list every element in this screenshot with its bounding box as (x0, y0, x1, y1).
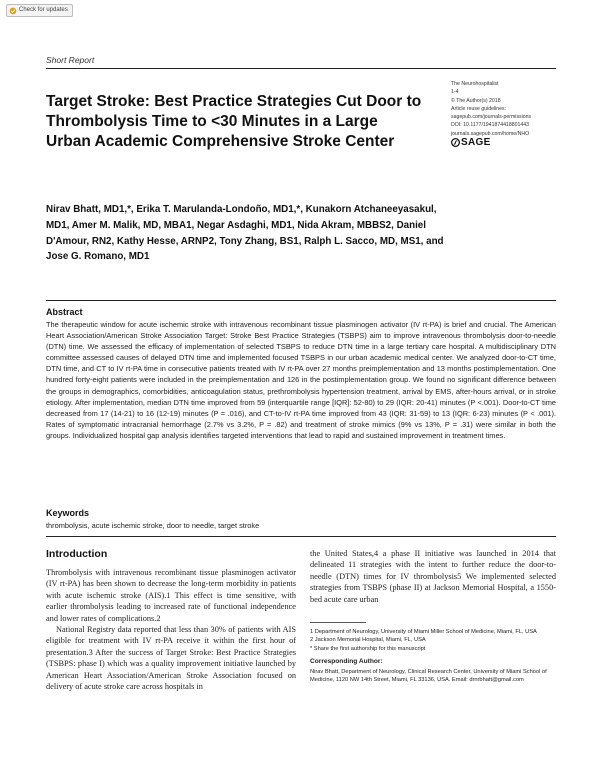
author-list: Nirav Bhatt, MD1,*, Erika T. Marulanda-Londoño, MD1,*, Kunakorn Atchaneeyasakul, MD1, Amer M. Malik, MD, MBA1, Negar Asdaghi, MD1, Nida Akram, MBBS2, Daniel D'Amour, RN2, Kathy Hesse, ARNP2, Tony Zhang, BS1, Ralph L. Sacco, MD, MS1, and Jose G. Romano, MD1 (46, 204, 444, 263)
journal-home-link[interactable]: journals.sagepub.com/home/NHO (451, 130, 530, 137)
check-for-updates-label: Check for updates (19, 7, 68, 13)
affiliation-1: 1 Department of Neurology, University of Miami Miller School of Medicine, Miami, FL, USA (310, 629, 537, 635)
abstract-text: The therapeutic window for acute ischemic stroke with intravenous recombinant tissue plasminogen activator (IV rt-PA) is brief and crucial. The American Heart Association/American Stroke Association Target: Stroke Best Practice Strategies (TSBPS) aim to improve intravenous thrombolysis door-to-needle (DTN) time. We assessed the efficacy of implementation of selected TSBPS to reduce DTN time in a large tertiary care hospital. A multidisciplinary DTN committee assessed causes of delayed DTN time and implemented focused TSBPS in our urban academic medical center. We analyzed door-to-CT time, DTN time, and CT to IV rt-PA time in consecutive patients treated with IV rt-PA over 27 months preimplementation and 13 months postimplementation. One hundred forty-eight patients were included in the preimplementation and 126 in the postimplementation group. We found no significant difference between the groups in demographics, comorbidities, anticoagulation status, prethrombolysis hypertension treatment, arrival by EMS, after-hours arrival, or in stroke etiology. After implementation, median DTN time improved from 59 (interquartile range [IQR]: 52-80) to 29 (IQR: 20-41) minutes (P <.001). Door-to-CT time decreased from 17 (14-21) to 16 (12-19) minutes (P = .016), and CT-to-IV rt-PA time improved from 43 (IQR: 31-59) to 13 (IQR: 6-23) minutes (P < .001). Rates of symptomatic intracranial hemorrhage (2.7% vs 3.2%, P = .82) and treatment of stroke mimics (9% vs 13%, P = .31) were similar in both the groups. Individualized hospital gap analysis identifies targeted interventions that lead to rapid and sustained improvement in treatment times. (46, 320, 556, 440)
sage-logo-icon (451, 138, 460, 147)
abstract-rule (46, 300, 556, 301)
keywords-section (46, 508, 556, 531)
shared-authorship-note: * Share the first authorship for this manuscript (310, 645, 426, 652)
intro-paragraph-1: Thrombolysis with intravenous recombinant tissue plasminogen activator (IV rt-PA) has been shown to decrease the long-term morbidity in patients with acute ischemic stroke (AIS).1 This effect is time sensitive, with earlier thrombolysis leading to increased rate of functional independence and lower rates of complications.2 (46, 568, 296, 623)
keywords-text: thrombolysis, acute ischemic stroke, door to needle, target stroke (46, 521, 260, 530)
abstract-heading: Abstract (46, 307, 83, 317)
article-title: Target Stroke: Best Practice Strategies Cut Door to Thrombolysis Time to <30 Minutes in a Large Urban Academic Comprehensive Stroke Center (46, 93, 422, 150)
doi[interactable]: DOI: 10.1177/1941874418801443 (451, 122, 530, 129)
corresponding-author-heading: Corresponding Author: (310, 658, 383, 666)
article-type: Short Report (46, 55, 95, 65)
footnote-rule (310, 622, 366, 623)
permissions-link[interactable]: sagepub.com/journals-permissions (451, 114, 532, 121)
publisher-name: SAGE (461, 137, 491, 148)
keywords-heading: Keywords (46, 508, 90, 518)
copyright: © The Author(s) 2018 (451, 97, 501, 104)
corresponding-author-details: Nirav Bhatt, Department of Neurology, Clinical Research Center, University of Miami School of Medicine, 1120 NW 14th Street, Miami, FL 33136, USA. Email: drnrbhatt@gmail.com (310, 668, 547, 684)
intro-paragraph-2: National Registry data reported that less than 30% of patients with AIS eligible for treatment with IV rt-PA receive it within the first hour of presentation.3 After the success of Target Stroke: Best Practice Strategies (TSBPS: phase I) which was a quality improvement initiative launched by American Heart Association/American Stroke Association focused on delivery of acute stroke care across hospitals in (46, 625, 296, 692)
footnotes (310, 628, 556, 684)
journal-name: The Neurohospitalist (451, 81, 499, 87)
journal-pages: 1-4 (451, 89, 459, 96)
affiliation-2: 2 Jackson Memorial Hospital, Miami, FL, USA (310, 637, 426, 644)
publisher-logo (451, 137, 491, 148)
check-updates-icon (9, 7, 17, 15)
check-for-updates-badge[interactable] (6, 4, 73, 17)
journal-info (451, 80, 561, 138)
header-rule (46, 68, 556, 69)
introduction-heading: Introduction (46, 548, 108, 560)
right-column (310, 548, 556, 605)
keywords-rule (46, 536, 556, 537)
reuse-guidelines-label: Article reuse guidelines: (451, 105, 507, 112)
intro-paragraph-3: the United States,4 a phase II initiative was launched in 2014 that delineated 11 strategies with the intent to further reduce the door-to-needle (DTN) times for IV thrombolysis5 We implemented selected strategies from TSBPS (phase II) at Jackson Memorial Hospital, a 1550-bed acute care urban (310, 549, 556, 604)
abstract-section (46, 307, 556, 441)
left-column (46, 548, 296, 692)
